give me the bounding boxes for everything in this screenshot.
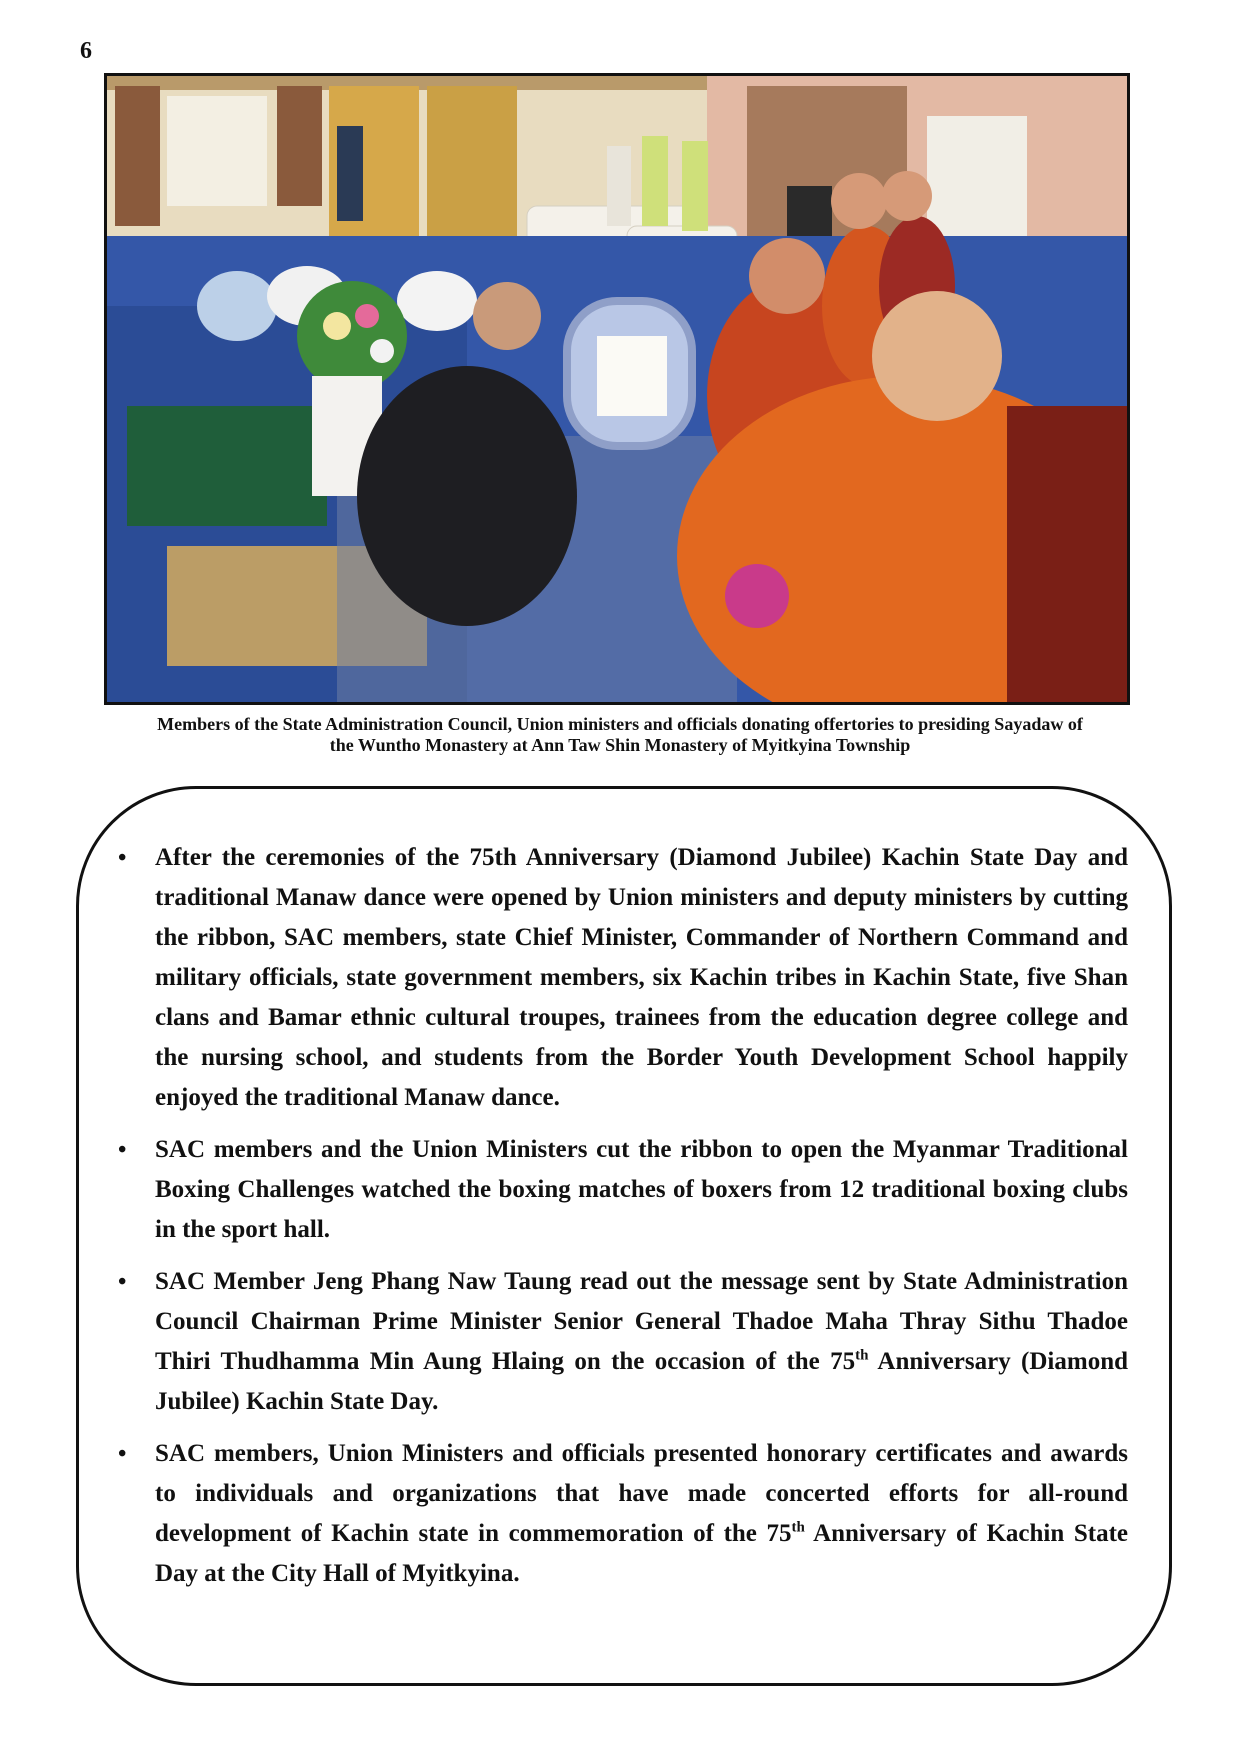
bullet-text: After the ceremonies of the 75th Anniversary (Diamond Jubilee) Kachin State Day and traditional Manaw dance were opened by Union ministers and deputy ministers by cutting the ribbon, SAC members, state Chief Minister, Commander of Northern Command and military officials, state government members, six Kachin tribes in Kachin State, five Shan clans and Bamar ethnic cultural troupes, trainees from the education degree college and the nursing school, and students from the Border Youth Development School happily enjoyed the traditional Manaw dance.	[155, 844, 1128, 1111]
bullet-text: SAC members and the Union Ministers cut the ribbon to open the Myanmar Traditional Boxing Challenges watched the boxing matches of boxers from 12 traditional boxing clubs in the sport hall.	[155, 1136, 1128, 1243]
caption-line-1: Members of the State Administration Council, Union ministers and officials donating offertories to presiding Sayadaw of	[157, 714, 1083, 734]
bullet-item	[118, 1130, 1128, 1250]
bullet-item	[118, 1434, 1128, 1594]
ordinal-suffix: th	[791, 1519, 805, 1536]
photo-illustration	[107, 76, 1127, 702]
bullet-text-continued: Anniversary of Kachin State Day at the City Hall of Myitkyina.	[155, 1520, 1128, 1587]
bullet-text: SAC members, Union Ministers and officials presented honorary certificates and awards to individuals and organizations that have made concerted efforts for all-round development of Kachin state in commemoration of the 75	[155, 1440, 1128, 1547]
bullet-dot: •	[118, 1137, 127, 1163]
photo-caption	[70, 714, 1170, 756]
bullet-dot: •	[118, 1269, 127, 1295]
ordinal-suffix: th	[855, 1347, 869, 1364]
bullet-dot: •	[118, 845, 127, 871]
bullet-text-continued: Anniversary (Diamond Jubilee) Kachin State Day.	[155, 1348, 1129, 1415]
news-photo	[104, 73, 1130, 705]
bullet-text: SAC Member Jeng Phang Naw Taung read out the message sent by State Administration Council Chairman Prime Minister Senior General Thadoe Maha Thray Sithu Thadoe Thiri Thudhamma Min Aung Hlaing on the occasion of the 75	[155, 1268, 1128, 1375]
bullet-item	[118, 1262, 1128, 1422]
caption-line-2: the Wuntho Monastery at Ann Taw Shin Monastery of Myitkyina Township	[329, 735, 911, 755]
bullet-dot: •	[118, 1441, 127, 1467]
page-number: 6	[80, 38, 92, 64]
bullet-item	[118, 838, 1128, 1118]
bullet-list	[118, 838, 1128, 1606]
